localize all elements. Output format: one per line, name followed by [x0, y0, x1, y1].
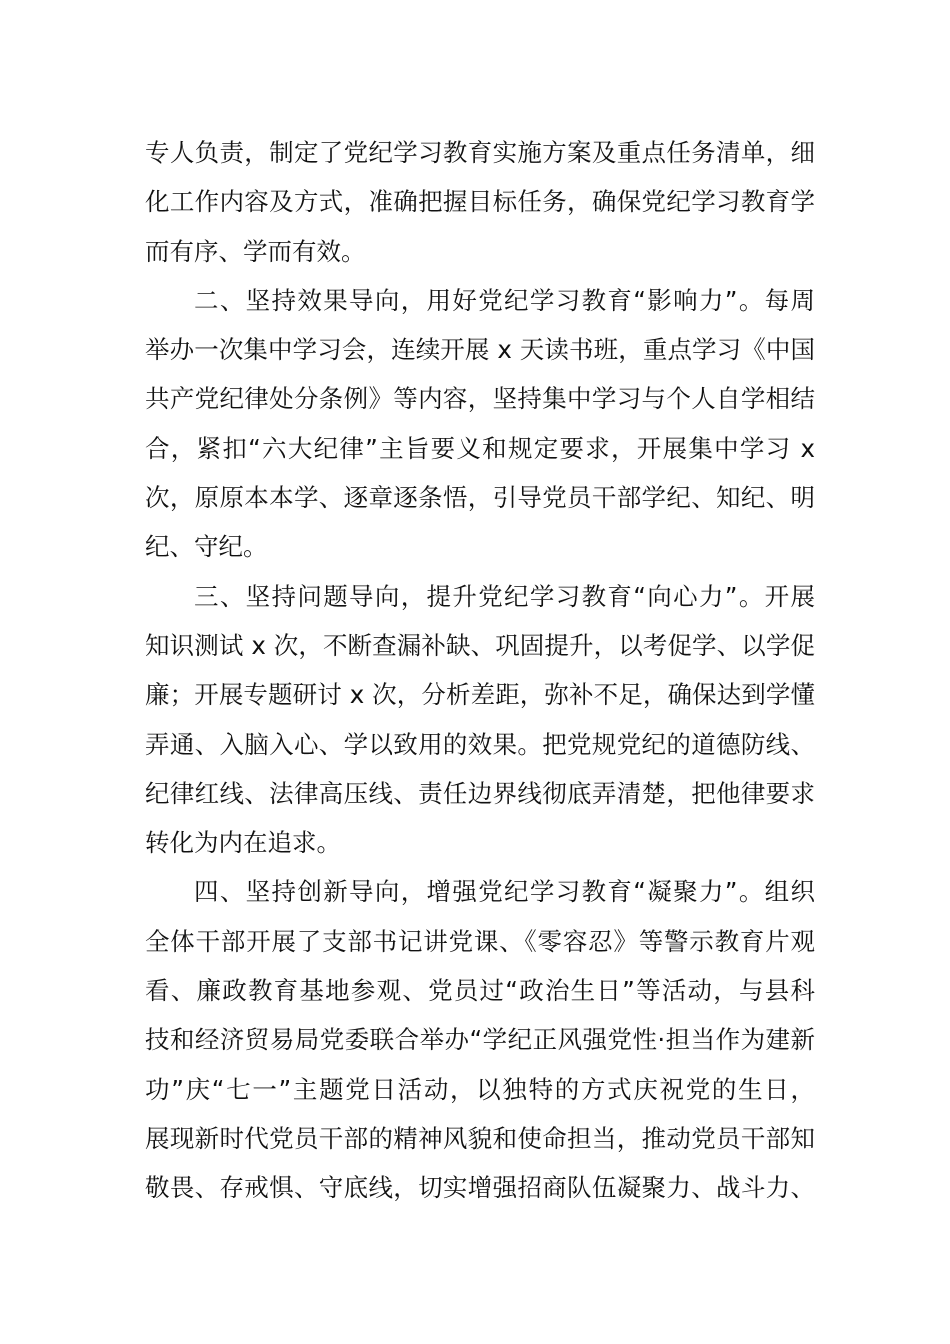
text-line: 功”庆“七一”主题党日活动，以独特的方式庆祝党的生日， [145, 1074, 815, 1104]
text-line: 共产党纪律处分条例》等内容，坚持集中学习与个人自学相结 [145, 384, 815, 414]
text-line: 看、廉政教育基地参观、党员过“政治生日”等活动，与县科 [145, 976, 815, 1006]
text-line: 纪律红线、法律高压线、责任边界线彻底弄清楚，把他律要求 [145, 778, 815, 808]
text-line: 知识测试 x 次，不断查漏补缺、巩固提升，以考促学、以学促 [145, 630, 815, 660]
text-line: 纪、守纪。 [145, 532, 268, 562]
paragraph-heading-3: 三、坚持问题导向，提升党纪学习教育“向心力”。开展 [194, 581, 815, 611]
text-line: 技和经济贸易局党委联合举办“学纪正风强党性·担当作为建新 [145, 1025, 815, 1055]
paragraph-heading-4: 四、坚持创新导向，增强党纪学习教育“凝聚力”。组织 [194, 877, 815, 907]
text-line: 弄通、入脑入心、学以致用的效果。把党规党纪的道德防线、 [145, 729, 815, 759]
text-line: 次，原原本本学、逐章逐条悟，引导党员干部学纪、知纪、明 [145, 483, 815, 513]
text-line: 廉；开展专题研讨 x 次，分析差距，弥补不足，确保达到学懂 [145, 680, 815, 710]
text-line: 转化为内在追求。 [145, 828, 341, 858]
text-line: 专人负责，制定了党纪学习教育实施方案及重点任务清单，细 [145, 138, 815, 167]
text-line: 展现新时代党员干部的精神风貌和使命担当，推动党员干部知 [145, 1123, 815, 1153]
text-line: 合，紧扣“六大纪律”主旨要义和规定要求，开展集中学习 x [145, 433, 815, 463]
text-line: 而有序、学而有效。 [145, 236, 366, 266]
text-line: 敬畏、存戒惧、守底线，切实增强招商队伍凝聚力、战斗力、 [145, 1173, 815, 1203]
text-line: 举办一次集中学习会，连续开展 x 天读书班，重点学习《中国 [145, 335, 815, 365]
document-body [145, 128, 815, 1213]
text-line: 化工作内容及方式，准确把握目标任务，确保党纪学习教育学 [145, 187, 815, 217]
paragraph-heading-2: 二、坚持效果导向，用好党纪学习教育“影响力”。每周 [194, 285, 815, 315]
text-line: 全体干部开展了支部书记讲党课、《零容忍》等警示教育片观 [145, 926, 815, 956]
